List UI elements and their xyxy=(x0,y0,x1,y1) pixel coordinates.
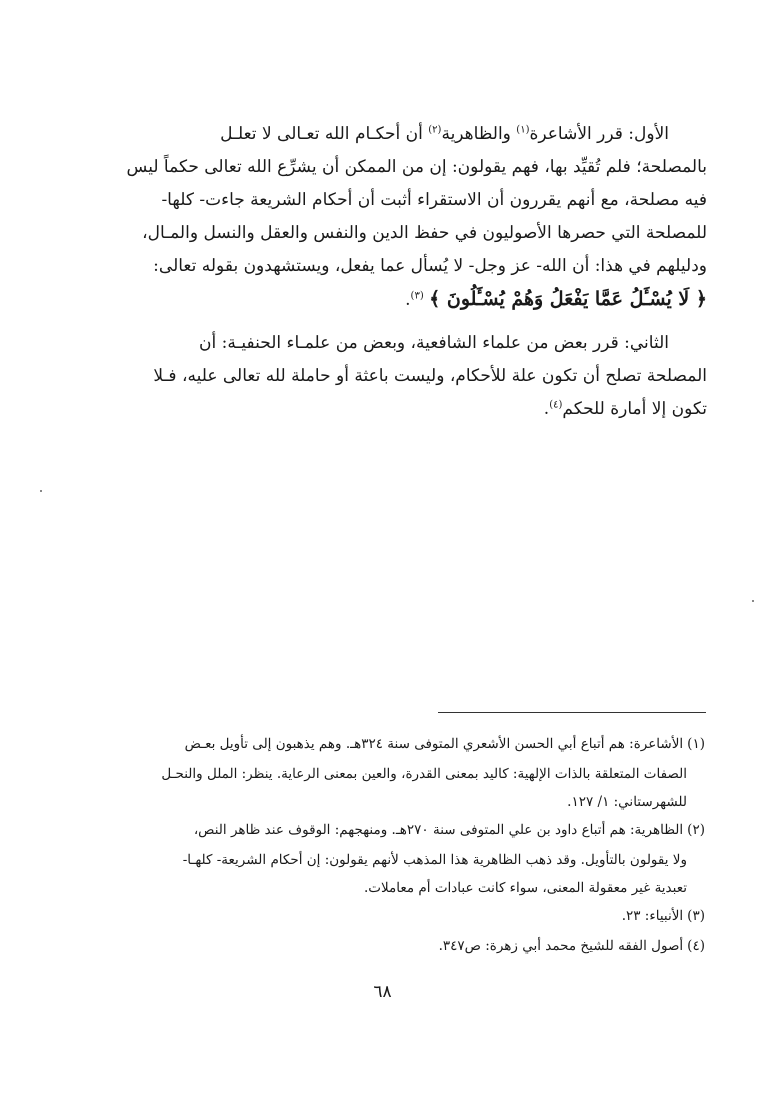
footnote-text: الظاهرية: هم أتباع داود بن علي المتوفى سنة ٢٧٠هـ. ومنهجهم: الوقوف عند ظاهر النص، xyxy=(193,822,684,838)
footnote-2 xyxy=(95,816,705,844)
scan-speck xyxy=(40,490,42,492)
text-run: والظاهرية xyxy=(441,124,517,144)
footnote-number: (٤) xyxy=(687,938,705,954)
footnote-ref-1[interactable]: (١) xyxy=(516,124,530,136)
footnote-ref-4[interactable]: (٤) xyxy=(549,399,563,411)
quran-verse: ﴿ لَا يُسْـَٔلُ عَمَّا يَفْعَلُ وَهُمْ يُسْـَٔلُونَ ﴾ xyxy=(429,288,707,310)
text-run: تكون إلا أمارة للحكم xyxy=(562,399,707,419)
text-run: . xyxy=(405,290,411,310)
footnote-1 xyxy=(95,730,705,758)
footnote-text: الأنبياء: ٢٣. xyxy=(621,908,684,924)
footnote-number: (٢) xyxy=(687,822,705,838)
footnote-ref-2[interactable]: (٢) xyxy=(428,124,442,136)
footnote-ref-3[interactable]: (٣) xyxy=(410,290,424,302)
footnote-text: ولا يقولون بالتأويل. وقد ذهب الظاهرية هذا المذهب لأنهم يقولون: إن أحكام الشريعة- كلهـا- xyxy=(182,852,687,868)
main-text xyxy=(92,118,707,426)
footnote-text: الصفات المتعلقة بالذات الإلهية: كاليد بمعنى القدرة، والعين بمعنى الرعاية. ينظر: الملل والنحـل xyxy=(161,766,687,782)
footnote-text: الأشاعرة: هم أتباع أبي الحسن الأشعري المتوفى سنة ٣٢٤هـ. وهم يذهبون إلى تأويل بعـض xyxy=(184,736,684,752)
quran-verse-line xyxy=(92,283,707,317)
footnote-separator xyxy=(438,712,706,713)
para1-line2: بالمصلحة؛ فلم تُقيِّد بها، فهم يقولون: إن من الممكن أن يشرِّع الله تعالى حكماً ليس xyxy=(126,157,707,177)
para2-line1: الثاني: قرر بعض من علماء الشافعية، وبعض من علمـاء الحنفيـة: أن xyxy=(198,333,669,353)
footnote-4 xyxy=(95,932,705,960)
para1-line3: فيه مصلحة، مع أنهم يقررون أن الاستقراء أثبت أن أحكام الشريعة جاءت- كلها- xyxy=(161,190,707,210)
footnote-3 xyxy=(95,902,705,930)
footnote-number: (١) xyxy=(687,736,705,752)
para1-line1 xyxy=(92,118,707,151)
para2-line3 xyxy=(92,393,707,426)
footnote-text: للشهرستاني: ١/ ١٢٧. xyxy=(567,794,687,810)
page-number: ٦٨ xyxy=(373,982,392,1002)
footnote-text: أصول الفقه للشيخ محمد أبي زهرة: ص٣٤٧. xyxy=(438,938,684,954)
para2-line2: المصلحة تصلح أن تكون علة للأحكام، وليست باعثة أو حاملة لله تعالى عليه، فـلا xyxy=(153,366,707,386)
footnote-text: تعبدية غير معقولة المعنى، سواء كانت عبادات أم معاملات. xyxy=(363,880,687,896)
footnotes-section xyxy=(95,730,705,962)
text-run: الأول: قرر الأشاعرة xyxy=(529,124,669,144)
para1-line4: للمصلحة التي حصرها الأصوليون في حفظ الدين والنفس والعقل والنسل والمـال، xyxy=(142,223,707,243)
text-run: . xyxy=(543,399,550,419)
scan-speck xyxy=(752,600,754,602)
text-run: أن أحكـام الله تعـالى لا تعلـل xyxy=(220,124,429,144)
para1-line5: ودليلهم في هذا: أن الله- عز وجل- لا يُسأل عما يفعل، ويستشهدون بقوله تعالى: xyxy=(153,256,707,276)
footnote-number: (٣) xyxy=(687,908,705,924)
